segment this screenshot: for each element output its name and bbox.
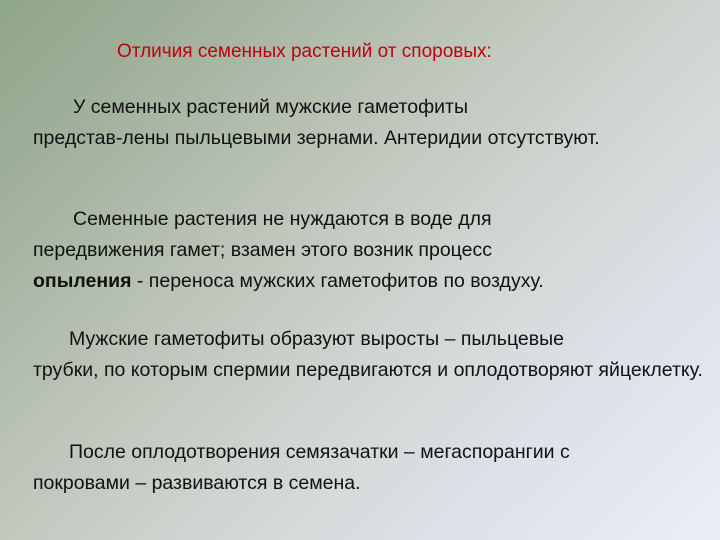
pollination-term: опыления <box>33 270 132 292</box>
paragraph-continuation: трубки, по которым спермии передвигаются и оплодотворяют яйцеклетку. <box>33 359 703 381</box>
paragraph-first-line: Семенные растения не нуждаются в воде для <box>73 208 492 230</box>
paragraph-pollen-tubes <box>33 324 703 386</box>
paragraph-continuation: - переноса мужских гаметофитов по воздуху. <box>131 270 544 292</box>
paragraph-male-gametophytes <box>33 92 703 154</box>
paragraph-pollination <box>33 204 703 297</box>
paragraph-continuation: представ-лены пыльцевыми зернами. Антеридии отсутствуют. <box>33 127 600 149</box>
paragraph-first-line: Мужские гаметофиты образуют выросты – пыльцевые <box>69 328 564 350</box>
paragraph-first-line: После оплодотворения семязачатки – мегаспорангии с <box>69 441 570 463</box>
paragraph-seed-development <box>33 437 703 499</box>
slide-title: Отличия семенных растений от споровых: <box>117 41 492 62</box>
paragraph-continuation: передвижения гамет; взамен этого возник процесс <box>33 239 492 261</box>
paragraph-continuation: покровами – развиваются в семена. <box>33 472 361 494</box>
paragraph-first-line: У семенных растений мужские гаметофиты <box>73 96 468 118</box>
